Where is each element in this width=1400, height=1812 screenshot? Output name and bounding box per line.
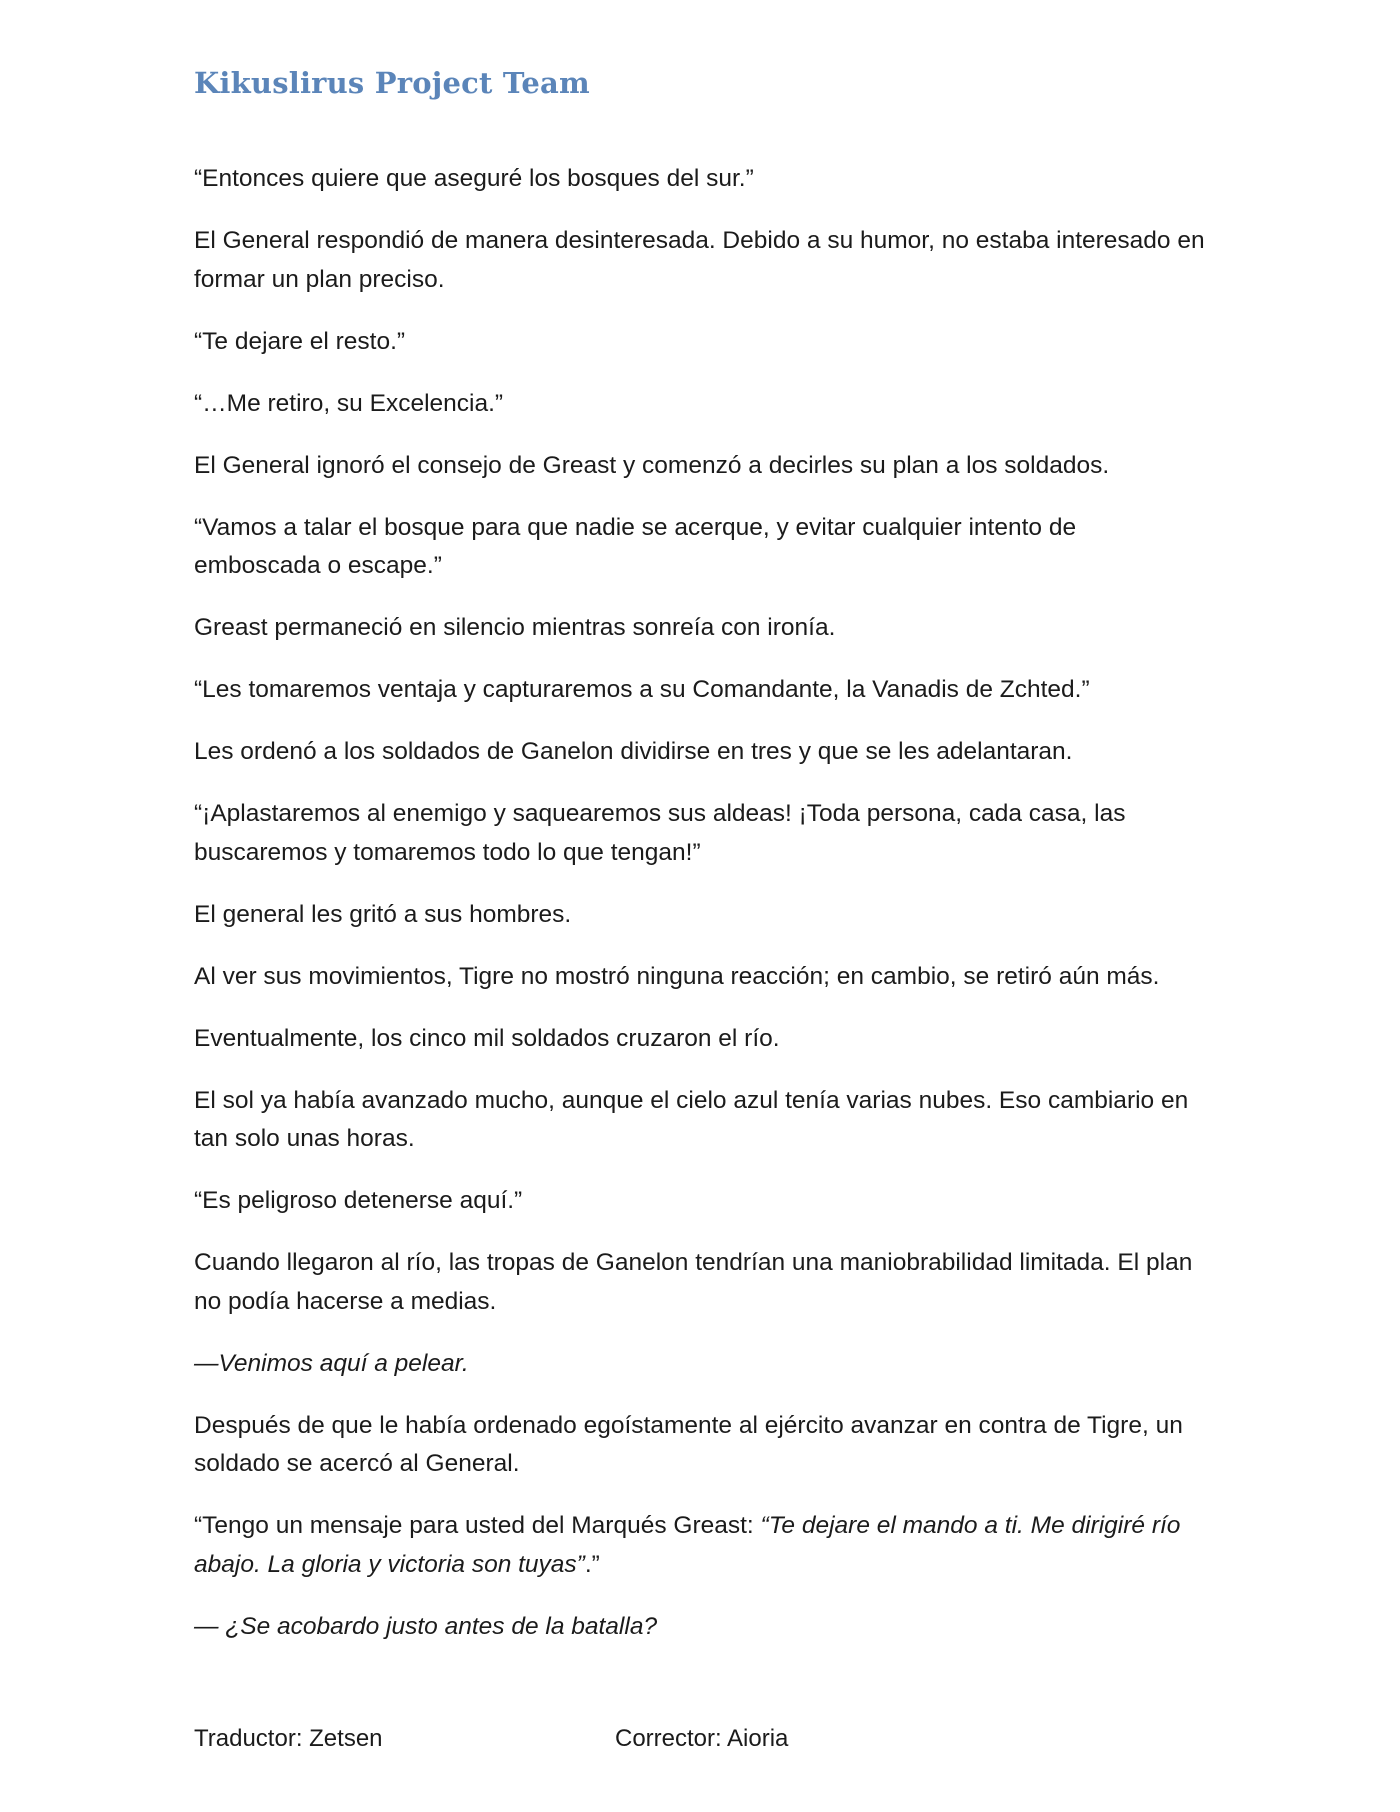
paragraph-text: El general les gritó a sus hombres. [194,900,572,928]
paragraph-text: “Tengo un mensaje para usted del Marqués Greast: [194,1512,761,1539]
paragraph-text: Greast permaneció en silencio mientras sonreía con ironía. [194,614,836,641]
paragraph-text: “Les tomaremos ventaja y capturaremos a su Comandante, la Vanadis de Zchted.” [194,676,1090,703]
paragraph [194,1507,1209,1584]
paragraph [194,958,1209,997]
paragraph-text: —Venimos aquí a pelear. [194,1349,469,1377]
paragraph [194,896,1209,935]
paragraph [194,222,1209,299]
paragraph [194,1082,1209,1159]
paragraph-text: Les ordenó a los soldados de Ganelon dividirse en tres y que se les adelantaran. [194,738,1073,765]
paragraph-text: “Te dejare el resto.” [194,327,406,355]
paragraph-text: “…Me retiro, su Excelencia.” [194,389,504,417]
paragraph-text: El sol ya había avanzado mucho, aunque el cielo azul tenía varias nubes. Eso cambiario en tan solo unas horas. [194,1086,1189,1152]
paragraph [194,609,1209,648]
paragraph-italic [194,1345,1209,1384]
paragraph-text: Al ver sus movimientos, Tigre no mostró ninguna reacción; en cambio, se retiró aún más. [194,962,1160,990]
paragraph [194,1407,1209,1484]
paragraph [194,509,1209,586]
paragraph-text: “¡Aplastaremos al enemigo y saquearemos sus aldeas! ¡Toda persona, cada casa, las buscaremos y tomaremos todo lo que tengan!” [194,800,1126,866]
paragraph-text: — ¿Se acobardo justo antes de la batalla? [194,1612,658,1640]
document-body [194,160,1209,1670]
paragraph-text: “Vamos a talar el bosque para que nadie se acerque, y evitar cualquier intento de emboscada o escape.” [194,513,1077,579]
paragraph [194,323,1209,362]
paragraph [194,1182,1209,1221]
paragraph [194,385,1209,424]
paragraph-text-italic: “Te dejare el mando a ti. Me dirigiré río abajo. La gloria y victoria son tuyas” [194,1512,1181,1578]
paragraph-text: Cuando llegaron al río, las tropas de Ganelon tendrían una maniobrabilidad limitada. El plan no podía hacerse a medias. [194,1249,1193,1315]
paragraph [194,733,1209,772]
paragraph-text: Después de que le había ordenado egoístamente al ejército avanzar en contra de Tigre, un soldado se acercó al General. [194,1411,1183,1477]
paragraph-text: El General ignoró el consejo de Greast y comenzó a decirles su plan a los soldados. [194,451,1110,479]
footer-translator: Traductor: Zetsen [194,1725,383,1752]
paragraph [194,795,1209,872]
paragraph [194,447,1209,486]
paragraph-text: “Es peligroso detenerse aquí.” [194,1187,523,1214]
paragraph-text: El General respondió de manera desinteresada. Debido a su humor, no estaba interesado en formar un plan preciso. [194,227,1205,293]
paragraph [194,671,1209,710]
page-header-title: Kikuslirus Project Team [194,66,590,100]
paragraph [194,1020,1209,1059]
footer-corrector: Corrector: Aioria [615,1725,789,1752]
paragraph-text: .” [584,1550,600,1578]
paragraph [194,1244,1209,1321]
paragraph-text: Eventualmente, los cinco mil soldados cruzaron el río. [194,1024,780,1052]
paragraph-italic [194,1608,1209,1647]
paragraph [194,160,1209,199]
paragraph-text: “Entonces quiere que aseguré los bosques del sur.” [194,165,754,192]
